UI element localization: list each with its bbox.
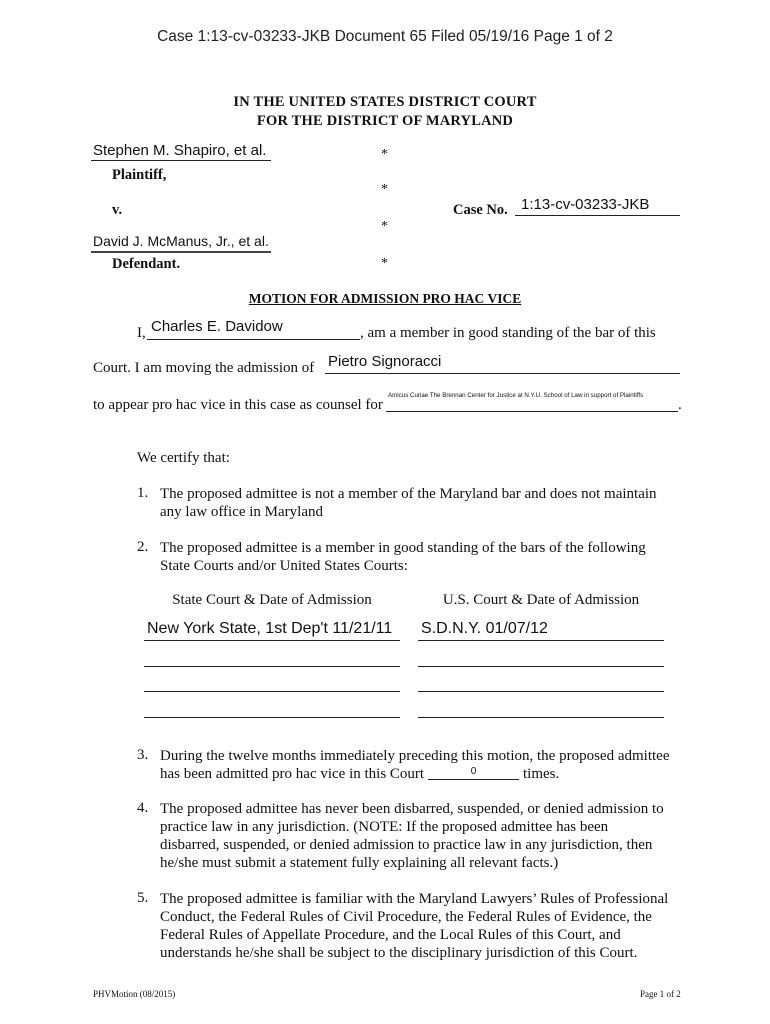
state-court-header: State Court & Date of Admission [172,592,372,608]
item-number: 3. [137,747,149,763]
item1-line: any law office in Maryland [160,504,324,520]
case-number-field[interactable]: 1:13-cv-03233-JKB [521,196,650,213]
us-court-field-2[interactable] [418,666,664,667]
item5-line: Federal Rules of Appellate Procedure, and the Local Rules of this Court, and [160,927,621,943]
motion-title: MOTION FOR ADMISSION PRO HAC VICE [248,291,522,306]
certify-heading: We certify that: [137,450,230,466]
defendant-name-field[interactable]: David J. McManus, Jr., et al. [93,233,269,249]
item-number: 5. [137,890,149,906]
caption-asterisk: * [381,219,388,234]
item5-line: Conduct, the Federal Rules of Civil Procedure, the Federal Rules of Evidence, the [160,909,652,925]
form-identifier: PHVMotion (08/2015) [93,989,176,999]
attorney-name-underline [147,339,360,340]
admittee-name-field[interactable]: Pietro Signoracci [328,353,442,370]
item3-line: has been admitted pro hac vice in this Court [160,766,425,782]
versus-label: v. [112,202,123,218]
case-number-underline [515,215,680,216]
attorney-name-field[interactable]: Charles E. Davidow [151,318,283,335]
state-court-field-3[interactable] [144,691,400,692]
client-field[interactable]: Amicus Curiae The Brennan Center for Justice at N.Y.U. School of Law in support of Plaintiffs [388,392,644,399]
state-court-field-2[interactable] [144,666,400,667]
plaintiff-name-underline [91,160,271,161]
court-name-line1: IN THE UNITED STATES DISTRICT COURT [233,94,537,110]
state-court-field-1[interactable]: New York State, 1st Dep't 11/21/11 [147,620,393,637]
item3-line: During the twelve months immediately preceding this motion, the proposed admittee [160,748,670,764]
caption-asterisk: * [381,147,388,162]
us-court-header: U.S. Court & Date of Admission [442,592,640,608]
client-period: . [678,397,682,413]
item4-line: he/she must submit a statement fully explaining all relevant facts.) [160,855,559,871]
us-court-field-4[interactable] [418,717,664,718]
item2-line: State Courts and/or United States Courts: [160,558,408,574]
state-court-underline [144,640,400,641]
item4-line: practice law in any jurisdiction. (NOTE: If the proposed admittee has been [160,819,609,835]
page-number: Page 1 of 2 [640,989,681,999]
pro-hac-vice-count-field[interactable]: 0 [470,766,477,777]
court-moving-text: Court. I am moving the admission of [93,360,315,376]
caption-asterisk: * [381,256,388,271]
plaintiff-name-field[interactable]: Stephen M. Shapiro, et al. [93,142,267,159]
us-court-field-3[interactable] [418,691,664,692]
item5-line: The proposed admittee is familiar with the Maryland Lawyers’ Rules of Professional [160,891,669,907]
appear-text: to appear pro hac vice in this case as counsel for [93,397,383,413]
item3-times: times. [523,766,560,782]
item4-line: disbarred, suspended, or denied admission to practice law in any jurisdiction, then [160,837,653,853]
item-number: 1. [137,485,149,501]
admittee-name-underline [325,373,680,374]
count-underline [428,779,519,780]
state-court-field-4[interactable] [144,717,400,718]
client-underline [386,411,678,412]
item1-line: The proposed admittee is not a member of the Maryland bar and does not maintain [160,486,657,502]
plaintiff-label: Plaintiff, [112,167,167,183]
defendant-name-underline [91,251,271,253]
us-court-field-1[interactable]: S.D.N.Y. 01/07/12 [421,620,548,637]
item4-line: The proposed admittee has never been disbarred, suspended, or denied admission to [160,801,664,817]
caption-asterisk: * [381,182,388,197]
i-label: I, [137,325,146,341]
case-number-label: Case No. [453,202,508,218]
item5-line: understands he/she shall be subject to the disciplinary jurisdiction of this Court. [160,945,638,961]
item-number: 4. [137,800,149,816]
us-court-underline [418,640,664,641]
member-statement: , am a member in good standing of the bar of this [360,325,656,341]
case-header-stamp: Case 1:13-cv-03233-JKB Document 65 Filed 05/19/16 Page 1 of 2 [157,28,613,45]
item2-line: The proposed admittee is a member in good standing of the bars of the following [160,540,646,556]
court-name-line2: FOR THE DISTRICT OF MARYLAND [256,113,514,129]
defendant-label: Defendant. [112,256,181,272]
item-number: 2. [137,539,149,555]
